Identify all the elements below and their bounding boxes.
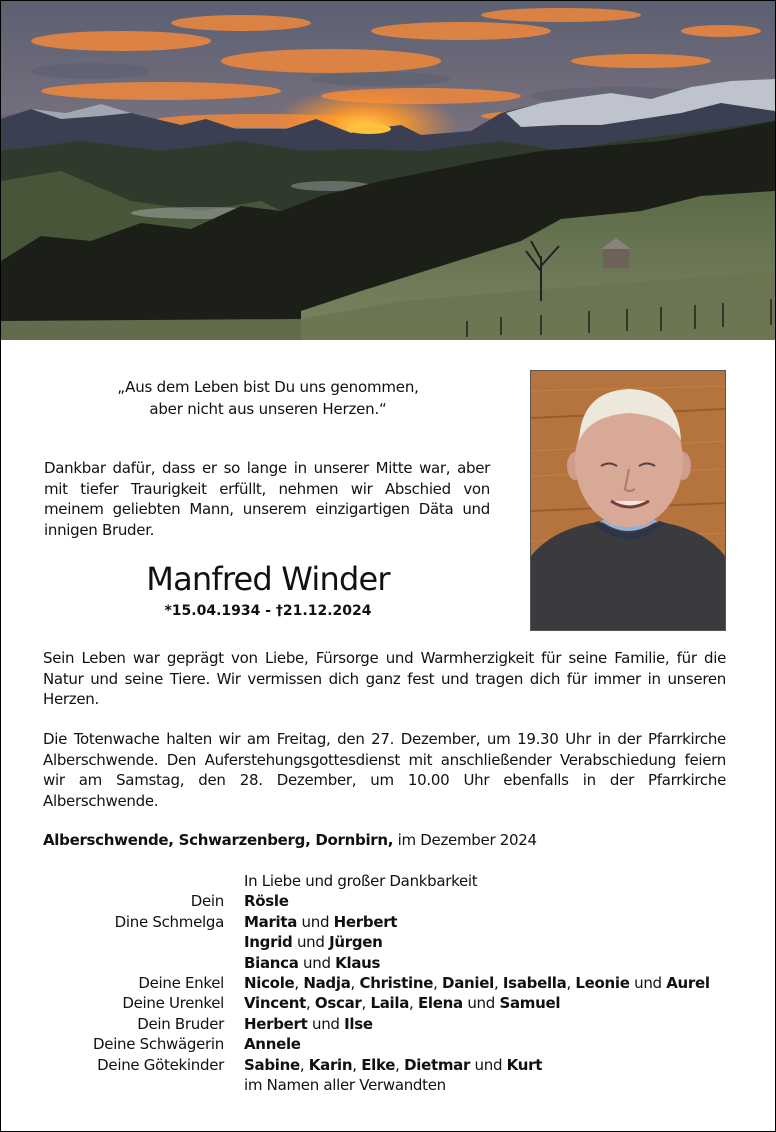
separator: ,: [395, 1055, 405, 1074]
separator: ,: [299, 1055, 309, 1074]
separator: ,: [493, 973, 503, 992]
separator: und: [298, 953, 336, 972]
family-member-name: Ilse: [344, 1014, 373, 1033]
service-details-paragraph: Die Totenwache halten wir am Freitag, den 27. Dezember, um 19.30 Uhr in der Pfarrkirche Alberschwende. Den Auferstehungsgottesdienst mit anschließender Verabschiedung feiern wir am Samstag, den 28. Dezember, um 10.00 Uhr ebenfalls in der Pfarrkirche Alberschwende.: [43, 730, 726, 810]
family-names: [244, 932, 776, 952]
intro-text: Dankbar dafür, dass er so lange in unserer Mitte war, aber mit tiefer Traurigkeit erfüllt, nehmen wir Abschied von meinem geliebten Mann, unserem einzigartigen Däta und innigen Bruder.: [44, 459, 490, 539]
family-member-name: Marita: [244, 912, 298, 931]
family-member-name: Oscar: [314, 994, 362, 1013]
separator: ,: [294, 973, 304, 992]
family-row: [1, 1055, 776, 1075]
family-member-name: Laila: [370, 994, 410, 1013]
family-member-name: Rösle: [244, 892, 289, 911]
family-member-name: Karin: [308, 1055, 353, 1074]
family-names: [244, 1055, 776, 1075]
family-member-name: Isabella: [502, 973, 567, 992]
family-opening: In Liebe und großer Dankbarkeit: [244, 872, 478, 890]
portrait-image: [531, 371, 725, 630]
tribute-paragraph: Sein Leben war geprägt von Liebe, Fürsorge und Warmherzigkeit für seine Familie, für die Natur und seine Tiere. Wir vermissen dich ganz fest und tragen dich für immer in unseren Herzen.: [43, 649, 726, 708]
family-row: [1, 993, 776, 1013]
separator: und: [307, 1014, 345, 1033]
separator: und: [297, 912, 334, 931]
deceased-name: Manfred Winder: [146, 560, 390, 598]
family-member-name: Nadja: [303, 973, 351, 992]
family-member-name: Leonie: [575, 973, 630, 992]
family-member-name: Vincent: [244, 994, 306, 1013]
quote-line-2: aber nicht aus unseren Herzen.“: [149, 400, 387, 418]
sunset-landscape-image: [1, 1, 775, 340]
family-member-name: Annele: [244, 1035, 301, 1054]
family-opening-row: [1, 871, 776, 891]
date: im Dezember 2024: [393, 831, 537, 849]
life-dates: *15.04.1934 - †21.12.2024: [164, 603, 372, 619]
family-row: [1, 973, 776, 993]
family-member-name: Jürgen: [329, 933, 383, 952]
separator: ,: [566, 973, 576, 992]
family-member-name: Herbert: [333, 912, 398, 931]
separator: ,: [409, 994, 418, 1013]
family-names: [244, 993, 776, 1013]
separator: ,: [352, 1055, 362, 1074]
family-row: [1, 932, 776, 952]
family-row: [1, 1014, 776, 1034]
header-landscape-photo: [1, 1, 775, 340]
memorial-quote: [43, 376, 493, 420]
family-names: [244, 912, 776, 932]
separator: und: [462, 994, 500, 1013]
family-row: [1, 953, 776, 973]
family-row: [1, 912, 776, 932]
separator: ,: [350, 973, 360, 992]
family-names: [244, 1014, 776, 1034]
separator: ,: [433, 973, 443, 992]
family-relation: Dein Bruder: [137, 1014, 224, 1033]
family-member-name: Elena: [417, 994, 463, 1013]
family-relation: [1, 953, 244, 973]
family-member-name: Klaus: [335, 953, 381, 972]
family-names: [244, 891, 776, 911]
family-relation: Deine Schwägerin: [93, 1035, 224, 1054]
separator: und: [292, 933, 330, 952]
family-member-name: Elke: [361, 1055, 396, 1074]
separator: ,: [361, 994, 371, 1013]
portrait-photo: [530, 370, 726, 631]
family-member-name: Kurt: [506, 1055, 543, 1074]
family-closing-row: [1, 1075, 776, 1095]
family-closing: im Namen aller Verwandten: [244, 1075, 446, 1094]
family-names: [244, 1034, 776, 1054]
separator: und: [470, 1055, 507, 1074]
family-member-name: Ingrid: [244, 933, 293, 952]
family-names: [244, 973, 776, 993]
family-member-name: Daniel: [442, 973, 494, 992]
family-relation: Deine Götekinder: [97, 1055, 224, 1074]
family-member-name: Sabine: [244, 1055, 300, 1074]
family-member-name: Christine: [359, 973, 434, 992]
family-row: [1, 1034, 776, 1054]
family-rows: [1, 891, 776, 1075]
family-relation: Dein: [190, 892, 224, 911]
family-relation: [1, 932, 244, 952]
family-relation: Deine Enkel: [138, 973, 224, 992]
family-relation: Deine Urenkel: [122, 994, 224, 1013]
place-date-line: [43, 830, 726, 851]
family-member-name: Samuel: [499, 994, 561, 1013]
places: Alberschwende, Schwarzenberg, Dornbirn,: [43, 831, 394, 849]
family-member-name: Dietmar: [404, 1055, 471, 1074]
family-list: [1, 871, 776, 1095]
separator: ,: [305, 994, 315, 1013]
family-member-name: Nicole: [244, 973, 295, 992]
family-row: [1, 891, 776, 911]
family-member-name: Herbert: [244, 1014, 308, 1033]
family-names: [244, 953, 776, 973]
quote-line-1: „Aus dem Leben bist Du uns genommen,: [117, 378, 419, 396]
family-relation: Dine Schmelga: [114, 912, 224, 931]
family-member-name: Bianca: [244, 953, 299, 972]
family-member-name: Aurel: [666, 973, 710, 992]
separator: und: [629, 973, 667, 992]
